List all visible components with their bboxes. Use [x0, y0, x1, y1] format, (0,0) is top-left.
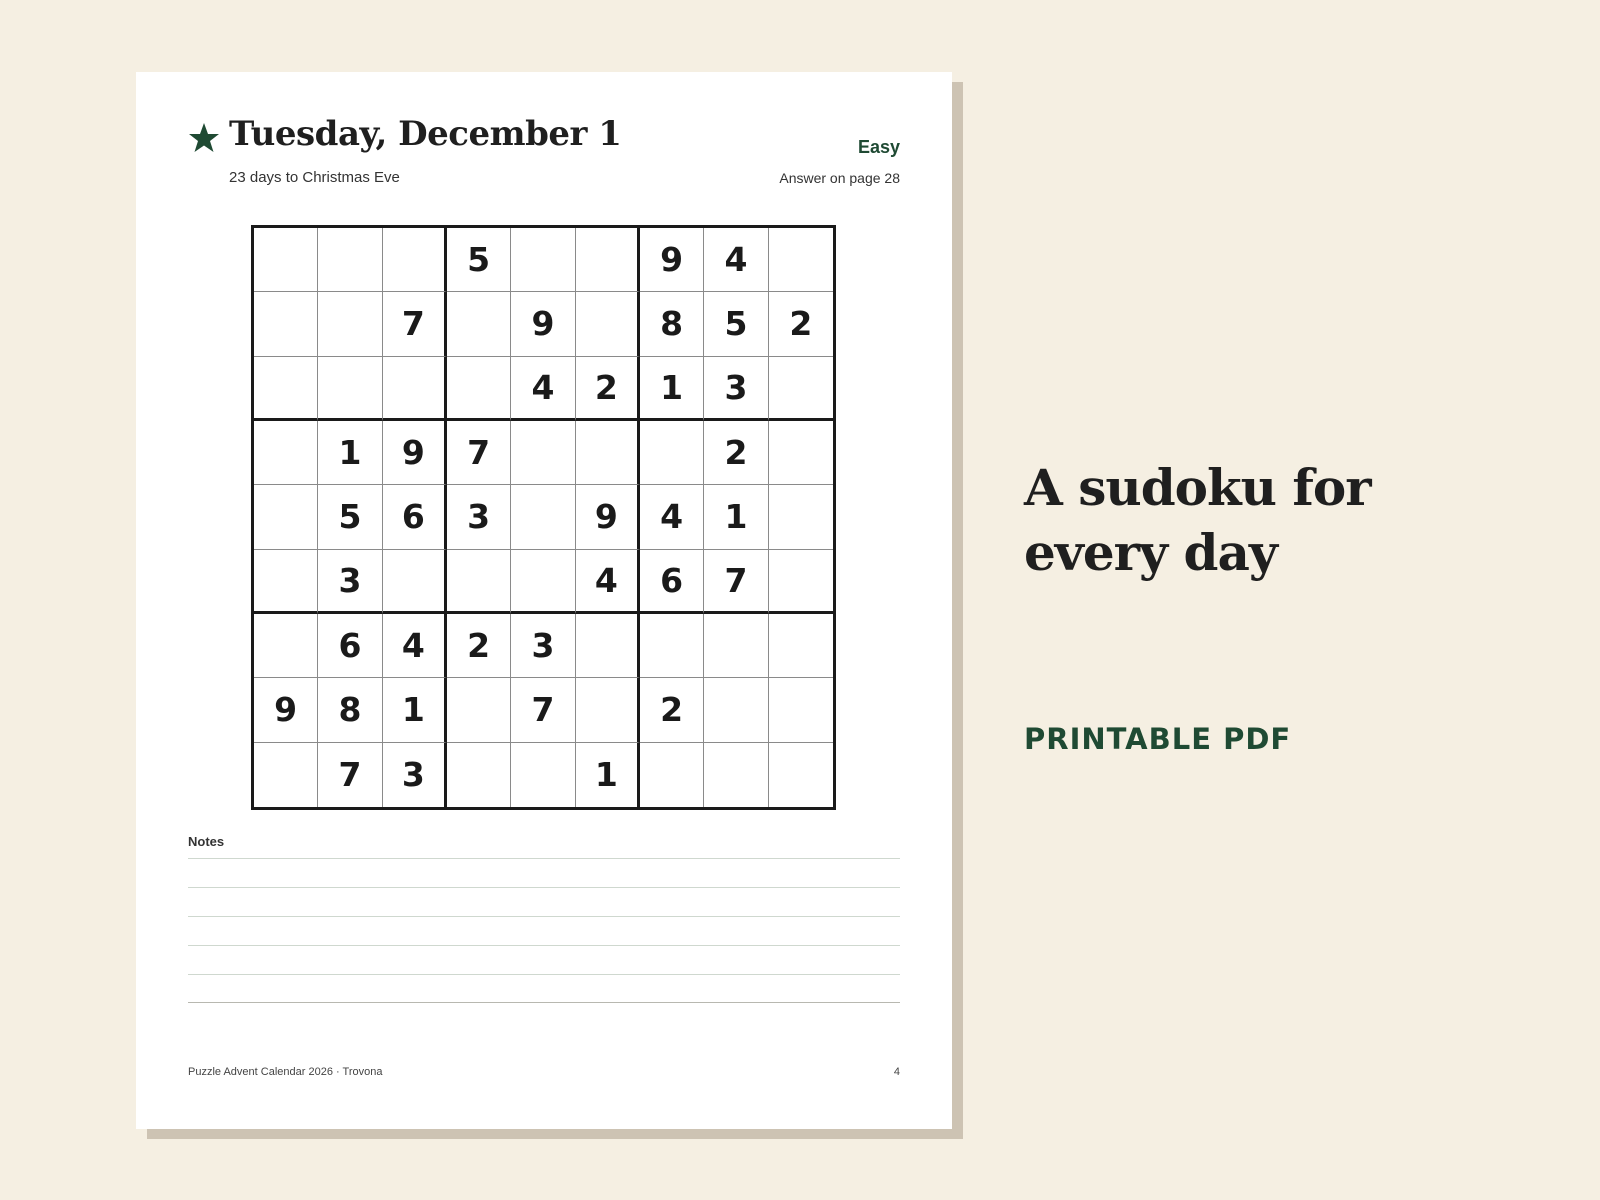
sudoku-cell: 7 — [318, 743, 382, 807]
note-line — [188, 945, 900, 946]
sudoku-cell: 4 — [511, 357, 575, 421]
star-icon — [188, 122, 220, 154]
note-line — [188, 916, 900, 917]
sudoku-cell — [383, 550, 447, 614]
answer-reference: Answer on page 28 — [779, 170, 900, 186]
sudoku-cell — [254, 421, 318, 485]
sudoku-cell: 7 — [704, 550, 768, 614]
sudoku-cell — [640, 421, 704, 485]
sudoku-cell: 1 — [318, 421, 382, 485]
sudoku-cell: 8 — [318, 678, 382, 742]
sudoku-cell: 7 — [383, 292, 447, 356]
sudoku-cell: 5 — [704, 292, 768, 356]
footer-credit: Puzzle Advent Calendar 2026 · Trovona — [188, 1066, 383, 1078]
sudoku-cell — [511, 485, 575, 549]
sudoku-cell: 3 — [447, 485, 511, 549]
sudoku-cell — [254, 614, 318, 678]
promo-tagline: A sudoku for every day — [1024, 458, 1371, 582]
sudoku-cell — [511, 421, 575, 485]
sudoku-cell — [318, 228, 382, 292]
sudoku-cell — [769, 485, 833, 549]
note-line — [188, 858, 900, 859]
sudoku-cell: 5 — [318, 485, 382, 549]
sudoku-cell — [254, 550, 318, 614]
page-number: 4 — [893, 1066, 900, 1078]
difficulty-label: Easy — [857, 137, 900, 157]
sudoku-cell — [511, 743, 575, 807]
sudoku-cell: 3 — [318, 550, 382, 614]
sudoku-cell — [576, 678, 640, 742]
sudoku-cell — [254, 357, 318, 421]
sudoku-cell: 4 — [704, 228, 768, 292]
sudoku-cell: 3 — [511, 614, 575, 678]
sudoku-cell: 8 — [640, 292, 704, 356]
sudoku-cell — [769, 678, 833, 742]
countdown-subtitle: 23 days to Christmas Eve — [229, 169, 400, 186]
sudoku-cell — [318, 292, 382, 356]
sudoku-cell: 3 — [704, 357, 768, 421]
sudoku-cell: 2 — [576, 357, 640, 421]
sudoku-cell — [576, 421, 640, 485]
sudoku-cell — [318, 357, 382, 421]
sudoku-cell — [447, 550, 511, 614]
sudoku-cell — [704, 678, 768, 742]
sudoku-cell — [769, 228, 833, 292]
sudoku-cell: 9 — [576, 485, 640, 549]
sudoku-cell — [704, 614, 768, 678]
sudoku-cell: 6 — [383, 485, 447, 549]
sudoku-cell: 2 — [704, 421, 768, 485]
sudoku-cell — [769, 550, 833, 614]
sudoku-cell: 4 — [640, 485, 704, 549]
sudoku-cell: 4 — [576, 550, 640, 614]
sudoku-cell: 9 — [511, 292, 575, 356]
sudoku-cell — [447, 743, 511, 807]
sudoku-cell — [769, 357, 833, 421]
sudoku-cell: 3 — [383, 743, 447, 807]
sudoku-cell — [704, 743, 768, 807]
sudoku-cell — [383, 228, 447, 292]
sudoku-cell — [511, 550, 575, 614]
sudoku-cell — [447, 292, 511, 356]
sudoku-cell — [769, 421, 833, 485]
sudoku-cell — [254, 228, 318, 292]
sudoku-cell — [447, 357, 511, 421]
sudoku-cell: 6 — [640, 550, 704, 614]
sudoku-cell: 4 — [383, 614, 447, 678]
note-line — [188, 887, 900, 888]
sudoku-cell — [254, 292, 318, 356]
sudoku-cell: 7 — [447, 421, 511, 485]
puzzle-page — [136, 72, 952, 1129]
sudoku-cell — [769, 743, 833, 807]
sudoku-cell — [254, 485, 318, 549]
sudoku-cell: 9 — [254, 678, 318, 742]
sudoku-cell — [383, 357, 447, 421]
sudoku-cell: 1 — [640, 357, 704, 421]
sudoku-cell — [511, 228, 575, 292]
sudoku-cell: 9 — [640, 228, 704, 292]
sudoku-cell: 1 — [704, 485, 768, 549]
note-line — [188, 1002, 900, 1003]
sudoku-cell: 2 — [769, 292, 833, 356]
sudoku-cell — [576, 614, 640, 678]
sudoku-cell — [640, 743, 704, 807]
note-line — [188, 974, 900, 975]
sudoku-cell — [254, 743, 318, 807]
sudoku-cell — [447, 678, 511, 742]
sudoku-cell — [769, 614, 833, 678]
sudoku-cell: 2 — [640, 678, 704, 742]
sudoku-cell: 9 — [383, 421, 447, 485]
sudoku-cell: 2 — [447, 614, 511, 678]
sudoku-cell — [640, 614, 704, 678]
sudoku-cell: 7 — [511, 678, 575, 742]
sudoku-cell: 1 — [576, 743, 640, 807]
format-label: PRINTABLE PDF — [1024, 722, 1292, 756]
sudoku-grid — [251, 225, 836, 810]
sudoku-cell: 5 — [447, 228, 511, 292]
sudoku-cell — [576, 292, 640, 356]
notes-label: Notes — [188, 834, 225, 849]
page-title: Tuesday, December 1 — [229, 114, 622, 154]
sudoku-cell: 6 — [318, 614, 382, 678]
sudoku-cell: 1 — [383, 678, 447, 742]
sudoku-cell — [576, 228, 640, 292]
